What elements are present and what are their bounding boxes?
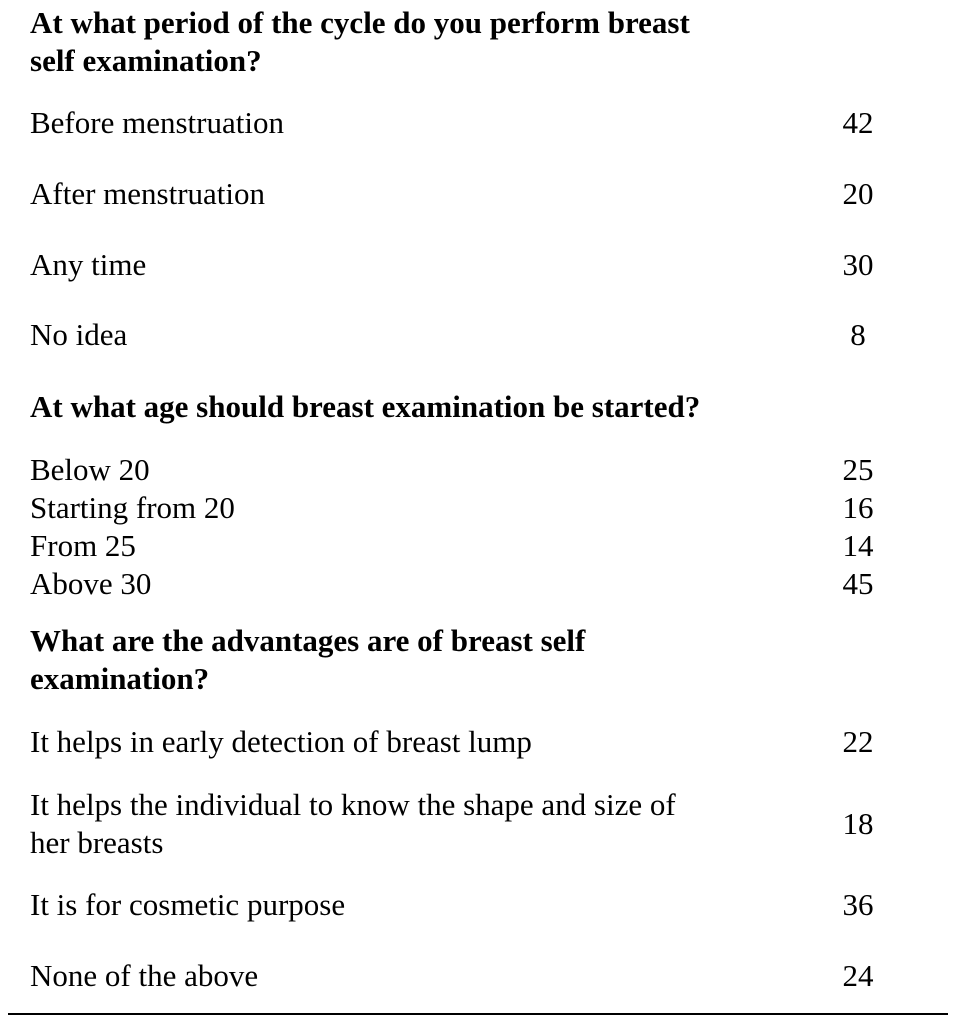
table-row xyxy=(30,316,890,354)
row-value: 24 xyxy=(842,958,874,993)
table-row xyxy=(30,246,890,284)
table-row xyxy=(30,175,890,213)
row-label: None of the above xyxy=(30,958,259,993)
row-value: 30 xyxy=(842,247,874,282)
heading-line: At what period of the cycle do you perform breast xyxy=(30,5,690,40)
row-value: 20 xyxy=(842,176,874,211)
row-value: 18 xyxy=(842,806,874,841)
row-label xyxy=(30,786,676,862)
row-value: 14 xyxy=(842,528,874,563)
row-label: From 25 xyxy=(30,528,136,563)
row-label-line: her breasts xyxy=(30,825,164,860)
table-row xyxy=(30,886,890,924)
section-heading-advantages xyxy=(30,622,790,698)
row-label: It is for cosmetic purpose xyxy=(30,887,346,922)
row-value: 16 xyxy=(842,490,874,525)
row-label: Starting from 20 xyxy=(30,490,235,525)
section-heading-start-age xyxy=(30,388,790,426)
table-row xyxy=(30,104,890,142)
heading-line: What are the advantages are of breast self xyxy=(30,623,586,658)
row-value: 42 xyxy=(842,105,874,140)
table-row xyxy=(30,786,890,862)
table-bottom-rule xyxy=(8,1013,948,1015)
heading-line: examination? xyxy=(30,661,210,696)
heading-line: At what age should breast examination be started? xyxy=(30,389,701,424)
table-row xyxy=(30,451,890,489)
row-label: It helps in early detection of breast lump xyxy=(30,724,532,759)
row-value: 25 xyxy=(842,452,874,487)
row-label: No idea xyxy=(30,317,128,352)
row-value: 45 xyxy=(842,566,874,601)
table-row xyxy=(30,723,890,761)
table-row xyxy=(30,957,890,995)
row-label: After menstruation xyxy=(30,176,266,211)
row-label: Above 30 xyxy=(30,566,152,601)
row-value: 8 xyxy=(850,317,866,352)
table-row xyxy=(30,565,890,603)
row-value: 36 xyxy=(842,887,874,922)
row-value: 22 xyxy=(842,724,874,759)
table-row xyxy=(30,489,890,527)
row-label-line: It helps the individual to know the shape and size of xyxy=(30,787,676,822)
section-heading-cycle-period xyxy=(30,4,790,80)
row-label: Before menstruation xyxy=(30,105,284,140)
heading-line: self examination? xyxy=(30,43,262,78)
row-label: Below 20 xyxy=(30,452,150,487)
table-row xyxy=(30,527,890,565)
row-label: Any time xyxy=(30,247,147,282)
